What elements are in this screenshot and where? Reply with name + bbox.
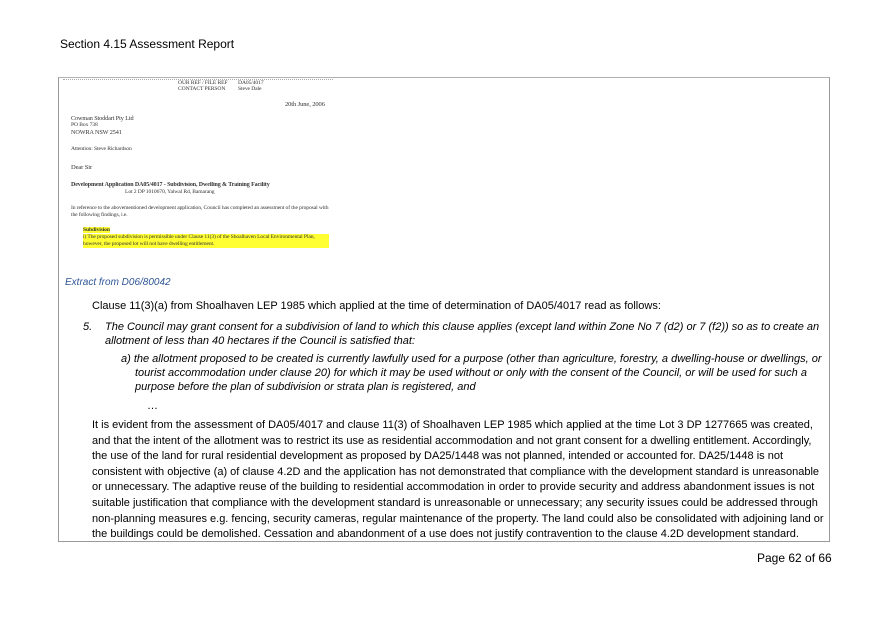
page-number: Page 62 of 66	[757, 551, 832, 565]
letter-date: 20th June, 2006	[285, 101, 325, 108]
ref-value-2: Steve Dale	[238, 86, 262, 92]
assessment-paragraph: It is evident from the assessment of DA05/4017 and clause 11(3) of Shoalhaven LEP 1985 which applied at the time Lot 3 DP 1277665 was created, and that the intent of the allotment was to restrict its use as residential accommodation and not grant consent for a dwelling entitlement. Accordingly, the use of the land for rural residential development as proposed by DA25/1448 was not planned, intended or accounted for. DA25/1448 is not consistent with objective (a) of clause 4.2D and the application has not demonstrated that compliance with the development standard is unreasonable or unnecessary. The adaptive reuse of the building to residential accommodation in order to provide security and address abandonment issues is not suitable justification that compliance with the development standard is unreasonable or unnecessary; any security issues could be addressed through non-planning measures e.g. fencing, security cameras, regular maintenance of the property. The land could also be consolidated with adjoining land or the buildings could be demolished. Cessation and abandonment of a use does not justify contravention to the clause 4.2D development standard.	[92, 419, 824, 541]
content-frame	[58, 77, 830, 542]
ref-value-1: DA05/4017	[238, 80, 264, 86]
clause-item-5	[83, 320, 823, 348]
clause-intro: Clause 11(3)(a) from Shoalhaven LEP 1985 which applied at the time of determination of DA05/4017 read as follows:	[92, 300, 661, 312]
addressee-3: NOWRA NSW 2541	[71, 129, 122, 136]
ellipsis: …	[147, 400, 158, 412]
ref-label-2: CONTACT PERSON	[178, 86, 226, 92]
report-title: Section 4.15 Assessment Report	[60, 37, 235, 51]
attention-line: Attention: Steve Richardson	[71, 146, 132, 152]
subject-line-2: Lot 2 DP 1010670, Yalwal Rd, Bamarang	[125, 189, 215, 195]
highlight-item: i) The proposed subdivision is permissible under Clause 11(3) of the Shoalhaven Local Environmental Plan, however, the proposed lot will not have dwelling entitlement.	[83, 234, 329, 248]
ref-label-1: OUR REF / FILE REF	[178, 80, 228, 86]
salutation: Dear Sir	[71, 164, 93, 171]
addressee-1: Cowman Stoddart Pty Ltd	[71, 115, 134, 122]
highlight-heading: Subdivision	[83, 227, 110, 233]
scanned-letter-image	[63, 78, 333, 268]
addressee-2: PO Box 738	[71, 122, 98, 128]
clause-item-number: 5.	[83, 321, 93, 333]
subject-line-1: Development Application DA05/4017 - Subdivision, Dwelling & Training Facility	[71, 182, 270, 188]
image-caption: Extract from D06/80042	[65, 277, 171, 288]
clause-item-text: The Council may grant consent for a subdivision of land to which this clause applies (except land within Zone No 7 (d2) or 7 (f2)) so as to create an allotment of less than 40 hectares if the Council is satisfied that:	[105, 321, 820, 347]
clause-subitem-a: a) the allotment proposed to be created is currently lawfully used for a purpose (other than agriculture, forestry, a dwelling-house or dwellings, or tourist accommodation under clause 20) for which it may be used without or only with the consent of the Council, or will be used for such a purpose before the plan of subdivision or strata plan is registered, and	[121, 353, 822, 393]
letter-intro: In reference to the abovementioned development application, Council has completed an assessment of the proposal with the following findings, i.e.	[71, 205, 329, 218]
